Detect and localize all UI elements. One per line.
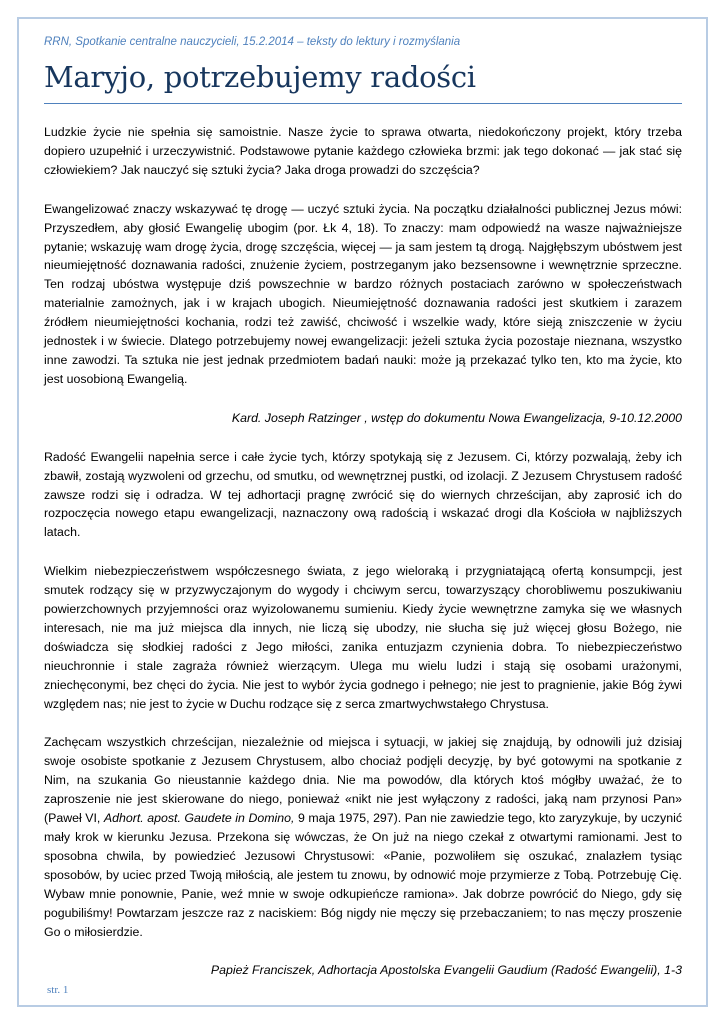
paragraph-3: Radość Ewangelii napełnia serce i całe życie tych, którzy spotykają się z Jezusem. Ci, którzy pozwalają, żeby ich zbawił, zostają wyzwoleni od grzechu, od smutku, od wewnętrznej pustki, od izolacji. Z Jezusem Chrystusem radość zawsze rodzi się i odradza. W tej adhortacji pragnę zwrócić się do wiernych chrześcijan, aby zaprosić ich do rozpoczęcia nowego etapu ewangelizacji, naznaczony ową radością i wskazać drogi dla Kościoła w najbliższych latach. xyxy=(44,449,682,540)
paragraph-5 xyxy=(44,733,682,941)
paragraph-5-text-a: Zachęcam wszystkich chrześcijan, niezależnie od miejsca i sytuacji, w jakiej się znajdują, by odnowili już dzisiaj swoje osobiste spotkanie z Jezusem Chrystusem, albo chociaż podjęli decyzję, by być gotowymi na spotkanie z Nim, na szukania Go nieustannie każdego dnia. Nie ma powodów, dla których ktoś mógłby uważać, że to zaproszenie nie jest skierowane do niego, ponieważ «nikt nie jest wyłączony z radości, jaką nam przynosi Pan» (Paweł VI, xyxy=(44,735,682,826)
paragraph-5-text-b: 9 maja 1975, 297). Pan nie zawiedzie tego, kto zaryzykuje, by uczynić mały krok w kierunku Jezusa. Przekona się wówczas, że On już na niego czekał z otwartymi ramionami. Jest to sposobna chwila, by powiedzieć Jezusowi Chrystusowi: «Panie, pozwoliłem się oszukać, znalazłem tysiąc sposobów, by uciec przed Twoją miłością, ale jestem tu znowu, by odnowić moje przymierze z Tobą. Potrzebuję Cię. Wybaw mnie ponownie, Panie, weź mnie w swoje odkupieńcze ramiona». Jak dobrze powrócić do Niego, gdy się pogubiliśmy! Powtarzam jeszcze raz z naciskiem: Bóg nigdy nie męczy się przebaczaniem; to nas męczy proszenie Go o miłosierdzie. xyxy=(44,811,682,939)
paragraph-2: Ewangelizować znaczy wskazywać tę drogę — uczyć sztuki życia. Na początku działalności publicznej Jezus mówi: Przyszedłem, aby głosić Ewangelię ubogim (por. Łk 4, 18). To znaczy: mam odpowiedź na wasze najważniejsze pytanie; wskazuję wam drogę życia, drogę szczęścia, więcej — ja sam jestem tą drogą. Najgłębszym ubóstwem jest nieumiejętność doznawania radości, znużenie życiem, postrzeganym jako bezsensowne i wewnętrznie sprzeczne. Ten rodzaj ubóstwa występuje dziś powszechnie w bardzo różnych postaciach zarówno w społeczeństwach materialnie zamożnych, jak i w krajach ubogich. Nieumiejętność doznawania radości jest skutkiem i zarazem źródłem nieumiejętności kochania, rodzi też zawiść, chciwość i wszelkie wady, które sieją zniszczenie w życiu jednostek i w świecie. Dlatego potrzebujemy nowej ewangelizacji: jeżeli sztuka życia pozostaje nieznana, wszystko inne zawodzi. Ta sztuka nie jest jednak przedmiotem badań nauki: może ją przekazać tylko ten, kto ma życie, kto jest uosobioną Ewangelią. xyxy=(44,201,682,386)
document-body xyxy=(44,123,682,1000)
paragraph-5-italic-title: Adhort. apost. Gaudete in Domino, xyxy=(103,811,295,826)
title-underline xyxy=(44,103,682,104)
running-head: RRN, Spotkanie centralne nauczycieli, 15.2.2014 – teksty do lektury i rozmyślania xyxy=(44,36,461,48)
page-title: Maryjo, potrzebujemy radości xyxy=(44,60,476,94)
page-number: str. 1 xyxy=(47,984,69,996)
paragraph-4: Wielkim niebezpieczeństwem współczesnego świata, z jego wieloraką i przygniatającą ofertą konsumpcji, jest smutek rodzący się w przyzwyczajonym do wygody i chciwym sercu, towarzyszący chorobliwemu poszukiwaniu powierzchownych przyjemności oraz wyizolowanemu sumieniu. Kiedy życie wewnętrzne zamyka się we własnych interesach, nie ma już miejsca dla innych, nie liczą się ubodzy, nie słucha się już więcej głosu Bożego, nie doświadcza się słodkiej radości z Jego miłości, zanika entuzjazm czynienia dobra. To niebezpieczeństwo nieuchronnie i stale zagraża również wierzącym. Ulega mu wielu ludzi i stają się osobami urażonymi, zniechęconymi, bez chęci do życia. Nie jest to wybór życia godnego i pełnego; nie jest to pragnienie, jakie Bóg żywi względem nas; nie jest to życie w Duchu rodzące się z serca zmartwychwstałego Chrystusa. xyxy=(44,564,682,711)
citation-franciszek: Papież Franciszek, Adhortacja Apostolska Evangelii Gaudium (Radość Ewangelii), 1-3 xyxy=(210,963,682,978)
paragraph-1: Ludzkie życie nie spełnia się samoistnie. Nasze życie to sprawa otwarta, niedokończony projekt, który trzeba dopiero uzupełnić i urzeczywistnić. Podstawowe pytanie każdego człowieka brzmi: jak tego dokonać — jak stać się człowiekiem? Jak nauczyć się sztuki życia? Jaka droga prowadzi do szczęścia? xyxy=(44,125,682,177)
citation-ratzinger: Kard. Joseph Ratzinger , wstęp do dokumentu Nowa Ewangelizacja, 9-10.12.2000 xyxy=(231,410,682,425)
